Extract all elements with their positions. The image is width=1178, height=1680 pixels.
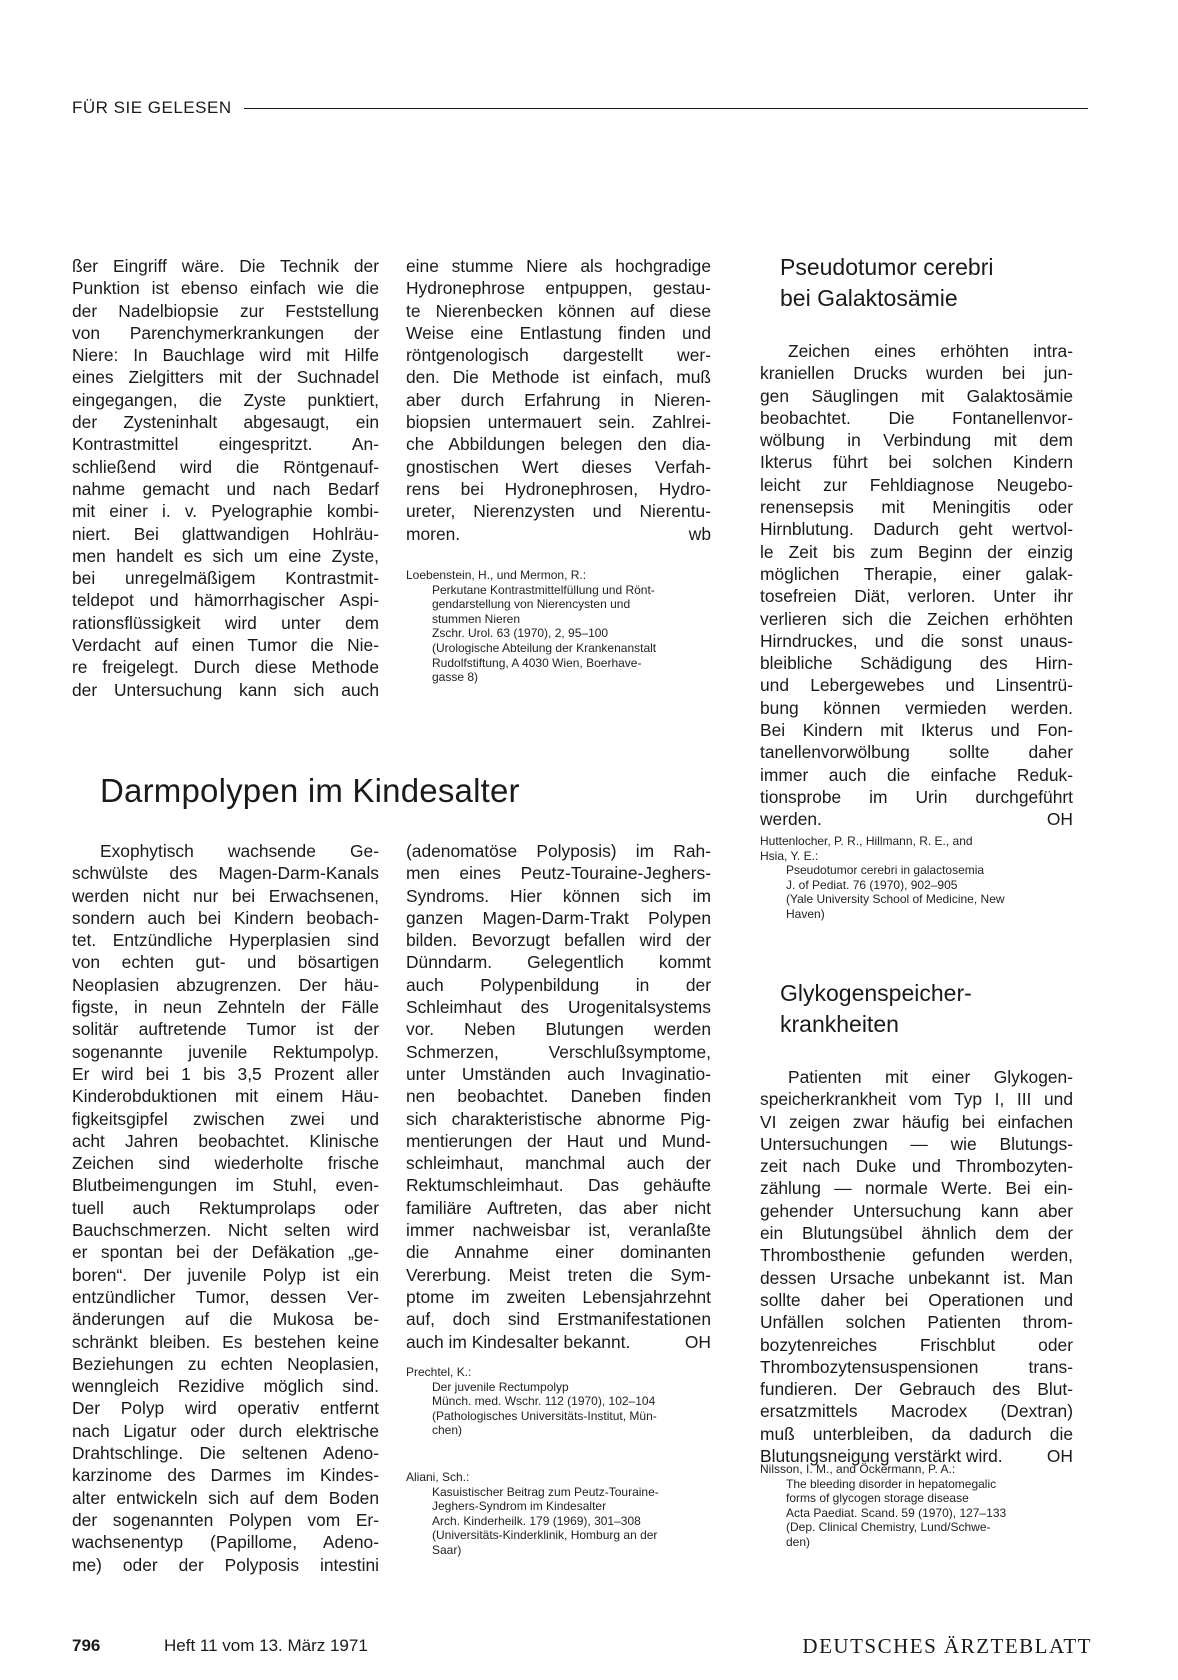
article2-column1 xyxy=(72,840,379,1576)
reference-title: Der juvenile Rectumpolyp xyxy=(432,1379,569,1394)
text-line: nahme gemacht und nach Bedarf xyxy=(72,478,379,499)
reference-institution: (Urologische Abteilung der Krankenanstalt xyxy=(432,640,657,655)
text-line: tanellenvorwölbung sollte daher xyxy=(760,742,1073,763)
article2-column2 xyxy=(406,840,711,1353)
text-line: bilden. Bevorzugt befallen wird der xyxy=(406,930,711,951)
text-line: familiäre Auftreten, das aber nicht xyxy=(406,1197,711,1218)
text-line: ganzen Magen-Darm-Trakt Polypen xyxy=(406,907,711,928)
reference-title: Kasuistischer Beitrag zum Peutz-Touraine- xyxy=(432,1484,659,1499)
text-line: schränkt bleiben. Es bestehen keine xyxy=(72,1331,379,1352)
text-line: tuell auch Rektumprolaps oder xyxy=(72,1197,379,1218)
text-line: nen beobachtet. Daneben finden xyxy=(406,1086,711,1107)
page-footer xyxy=(72,1634,1092,1660)
author-signature: OH xyxy=(1046,1446,1073,1467)
text-line: Neoplasien abzugrenzen. Der häu- xyxy=(72,974,379,995)
article3-title-line: Pseudotumor cerebri xyxy=(780,254,994,280)
text-line: tosefreien Diät, verloren. Unter ihr xyxy=(760,586,1073,607)
text-line: wenngleich Rezidive möglich sind. xyxy=(72,1376,379,1397)
reference-institution: Haven) xyxy=(786,906,825,921)
text-line: Hydronephrose entpuppen, gestau- xyxy=(406,278,711,299)
text-line: (adenomatöse Polyposis) im Rah- xyxy=(406,841,711,861)
reference-author: Aliani, Sch.: xyxy=(406,1470,470,1484)
text-line: rens bei Hydronephrosen, Hydro- xyxy=(406,478,711,499)
text-line: ein Blutungsübel ähnlich dem der xyxy=(760,1223,1073,1244)
reference-institution: (Pathologisches Universitäts-Institut, Mün- xyxy=(432,1408,657,1423)
text-line: leicht zur Fehldiagnose Neugebo- xyxy=(760,474,1073,495)
text-line: eingegangen, die Zyste punktiert, xyxy=(72,389,379,410)
text-line: und Lebergewebes und Linsentrü- xyxy=(760,675,1073,696)
text-line: re freigelegt. Durch diese Methode xyxy=(72,657,379,678)
text-line: Drahtschlinge. Die seltenen Adeno- xyxy=(72,1443,379,1464)
text-line: bozytenreiches Frischblut oder xyxy=(760,1334,1073,1355)
text-line: zeit nach Duke und Thrombozyten- xyxy=(760,1156,1073,1177)
text-line: teldepot und hämorrhagischer Aspi- xyxy=(72,590,379,611)
text-line: schwülste des Magen-Darm-Kanals xyxy=(72,863,379,884)
text-line: der Untersuchung kann sich auch xyxy=(72,679,379,700)
text-line: te Nierenbecken können auf diese xyxy=(406,300,711,321)
text-line: men eines Peutz-Touraine-Jeghers- xyxy=(406,863,711,884)
text-line: änderungen auf die Mukosa be- xyxy=(72,1309,379,1330)
text-line: sogenannte juvenile Rektumpolyp. xyxy=(72,1041,379,1062)
text-line: Hirndruckes, und die sonst unaus- xyxy=(760,630,1073,651)
reference-author: Loebenstein, H., und Mermon, R.: xyxy=(406,568,587,582)
text-line: Thrombozytensuspensionen trans- xyxy=(760,1356,1073,1377)
text-line: gen Säuglingen mit Galaktosämie xyxy=(760,385,1073,406)
text-line: Der Polyp wird operativ entfernt xyxy=(72,1398,379,1419)
text-line-signed xyxy=(406,1331,711,1353)
article1-reference xyxy=(406,568,718,685)
text-line: niert. Bei glattwandigen Hohlräu- xyxy=(72,523,379,544)
text-line: alter entwickeln sich auf dem Boden xyxy=(72,1487,379,1508)
text-line: Hirnblutung. Dadurch geht wertvol- xyxy=(760,519,1073,540)
text-line: acht Jahren beobachtet. Klinische xyxy=(72,1130,379,1151)
text-line: Unfällen solchen Patienten throm- xyxy=(760,1312,1073,1333)
text-line: wölbung in Verbindung mit dem xyxy=(760,430,1073,451)
text-line: die Annahme einer dominanten xyxy=(406,1242,711,1263)
section-header xyxy=(72,96,1088,120)
text-line: Zeichen sind wiederholte frische xyxy=(72,1153,379,1174)
journal-name: DEUTSCHES ÄRZTEBLATT xyxy=(802,1634,1092,1658)
text-line: che Abbildungen belegen den dia- xyxy=(406,434,711,455)
text-line: rationsflüssigkeit wird unter dem xyxy=(72,612,379,633)
text-line: Bei Kindern mit Ikterus und Fon- xyxy=(760,720,1073,741)
reference-institution: (Dep. Clinical Chemistry, Lund/Schwe- xyxy=(786,1520,991,1535)
text-line: mit einer i. v. Pyelographie kombi- xyxy=(72,501,379,522)
text-line: schleimhaut, manchmal auch der xyxy=(406,1153,711,1174)
text-line: von Parenchymerkrankungen der xyxy=(72,322,379,343)
text-line: boren“. Der juvenile Polyp ist ein xyxy=(72,1264,379,1285)
text-line: figkeitsgipfel zwischen zwei und xyxy=(72,1108,379,1129)
header-rule xyxy=(244,108,1088,109)
text-line: tet. Entzündliche Hyperplasien sind xyxy=(72,930,379,951)
reference-institution: (Yale University School of Medicine, New xyxy=(786,892,1005,907)
article1-column1 xyxy=(72,255,379,701)
text-line: verlieren sich die Zeichen erhöhten xyxy=(760,608,1073,629)
article3-title xyxy=(780,252,994,314)
article3-body xyxy=(760,340,1073,831)
text-line: Syndroms. Hier können sich im xyxy=(406,885,711,906)
reference-author: Prechtel, K.: xyxy=(406,1365,472,1379)
text-line: Verdacht auf einen Tumor die Nie- xyxy=(72,635,379,656)
reference-title: stummen Nieren xyxy=(432,611,521,626)
text-line: sondern auch bei Kindern beobach- xyxy=(72,907,379,928)
text-line: figste, in neun Zehnteln der Fälle xyxy=(72,997,379,1018)
text-line: schließend wird die Röntgenauf- xyxy=(72,456,379,477)
text-line: Schmerzen, Verschlußsymptome, xyxy=(406,1041,711,1062)
text-line: Punktion ist ebenso einfach wie die xyxy=(72,278,379,299)
text-line: karzinome des Darmes im Kindes- xyxy=(72,1465,379,1486)
article3-reference xyxy=(760,834,1076,922)
text-line-signed xyxy=(760,808,1073,830)
text-line: zählung — normale Werte. Bei ein- xyxy=(760,1178,1073,1199)
text-line: ßer Eingriff wäre. Die Technik der xyxy=(72,256,379,276)
text-line: den. Die Methode ist einfach, muß xyxy=(406,367,711,388)
text-line: Beziehungen zu echten Neoplasien, xyxy=(72,1353,379,1374)
text-line: gehender Untersuchung kann aber xyxy=(760,1200,1073,1221)
text-line: der Zysteninhalt abgesaugt, ein xyxy=(72,412,379,433)
text-line: eine stumme Niere als hochgradige xyxy=(406,256,711,276)
reference-citation: Acta Paediat. Scand. 59 (1970), 127–133 xyxy=(786,1505,1007,1520)
text-line: Niere: In Bauchlage wird mit Hilfe xyxy=(72,345,379,366)
reference-author: Huttenlocher, P. R., Hillmann, R. E., and xyxy=(760,834,973,848)
text-line-end: werden. xyxy=(760,809,822,830)
section-label: FÜR SIE GELESEN xyxy=(72,98,232,117)
article1-column2 xyxy=(406,255,711,545)
text-line: auf, doch sind Erstmanifestationen xyxy=(406,1309,711,1330)
text-line: wachsenentyp (Papillome, Adeno- xyxy=(72,1532,379,1553)
text-line: solitär auftretende Tumor ist der xyxy=(72,1019,379,1040)
text-line: le Zeit bis zum Beginn der einzig xyxy=(760,541,1073,562)
reference-institution: Saar) xyxy=(432,1542,462,1557)
text-line: Schleimhaut des Urogenitalsystems xyxy=(406,997,711,1018)
text-line: Patienten mit einer Glykogen- xyxy=(788,1067,1073,1087)
text-line: speicherkrankheit vom Typ I, III und xyxy=(760,1089,1073,1110)
text-line: Untersuchungen — wie Blutungs- xyxy=(760,1133,1073,1154)
reference-institution: (Universitäts-Kinderklinik, Homburg an der xyxy=(432,1528,658,1543)
text-line: nach Ligatur oder durch elektrische xyxy=(72,1420,379,1441)
reference-title: forms of glycogen storage disease xyxy=(786,1491,969,1506)
text-line: Ikterus führt bei solchen Kindern xyxy=(760,452,1073,473)
reference-citation: Zschr. Urol. 63 (1970), 2, 95–100 xyxy=(432,626,609,641)
text-line: bei unregelmäßigem Kontrastmit- xyxy=(72,568,379,589)
reference-citation: Arch. Kinderheilk. 179 (1969), 301–308 xyxy=(432,1513,641,1528)
text-line: ptome im zweiten Lebensjahrzehnt xyxy=(406,1286,711,1307)
article4-title-line: krankheiten xyxy=(780,1011,899,1037)
reference-title: Pseudotumor cerebri in galactosemia xyxy=(786,863,985,878)
text-line: ersatzmittels Macrodex (Dextran) xyxy=(760,1401,1073,1422)
text-line: biopsien untermauert sein. Zahlrei- xyxy=(406,412,711,433)
text-line: aber durch Erfahrung in Nieren- xyxy=(406,389,711,410)
text-line: Zeichen eines erhöhten intra- xyxy=(788,341,1073,361)
reference-author: Hsia, Y. E.: xyxy=(760,848,819,863)
text-line: entzündlicher Tumor, dessen Ver- xyxy=(72,1286,379,1307)
article3-title-line: bei Galaktosämie xyxy=(780,285,958,311)
text-line: der Nadelbiopsie zur Feststellung xyxy=(72,300,379,321)
text-line: immer auch die einfache Reduk- xyxy=(760,764,1073,785)
text-line: tionsprobe im Urin durchgeführt xyxy=(760,786,1073,807)
text-line: Kontrastmittel eingespritzt. An- xyxy=(72,434,379,455)
text-line: fundieren. Der Gebrauch des Blut- xyxy=(760,1379,1073,1400)
text-line: muß unterbleiben, da dadurch die xyxy=(760,1423,1073,1444)
reference-institution: gasse 8) xyxy=(432,670,479,685)
text-line: ureter, Nierenzysten und Nierentu- xyxy=(406,501,711,522)
text-line: der sogenannten Polypen vom Er- xyxy=(72,1509,379,1530)
text-line: sich charakteristische abnorme Pig- xyxy=(406,1108,711,1129)
article2-reference-2 xyxy=(406,1470,718,1558)
article4-reference xyxy=(760,1462,1076,1550)
text-line: Weise eine Entlastung finden und xyxy=(406,322,711,343)
text-line: Kinderobduktionen mit einem Häu- xyxy=(72,1086,379,1107)
article2-reference-1 xyxy=(406,1365,718,1438)
reference-institution: Rudolfstiftung, A 4030 Wien, Boerhave- xyxy=(432,655,642,670)
reference-institution: chen) xyxy=(432,1423,463,1438)
text-line: bung können vermieden werden. xyxy=(760,697,1073,718)
text-line: Rektumschleimhaut. Das gehäufte xyxy=(406,1175,711,1196)
text-line: Thrombosthenie gefunden werden, xyxy=(760,1245,1073,1266)
text-line-end: moren. xyxy=(406,523,461,544)
reference-citation: J. of Pediat. 76 (1970), 902–905 xyxy=(786,877,958,892)
text-line: renensepsis mit Meningitis oder xyxy=(760,497,1073,518)
article2-title: Darmpolypen im Kindesalter xyxy=(100,772,520,809)
text-line: men handelt es sich um eine Zyste, xyxy=(72,545,379,566)
text-line: dessen Ursache unbekannt ist. Man xyxy=(760,1267,1073,1288)
article4-body xyxy=(760,1066,1073,1467)
text-line: röntgenologisch dargestellt wer- xyxy=(406,345,711,366)
article4-title-line: Glykogenspeicher- xyxy=(780,980,972,1006)
text-line: unter Umständen auch Invaginatio- xyxy=(406,1063,711,1084)
reference-title: gendarstellung von Nierencysten und xyxy=(432,597,631,612)
reference-citation: Münch. med. Wschr. 112 (1970), 102–104 xyxy=(432,1394,656,1409)
text-line: gnostischen Wert dieses Verfah- xyxy=(406,456,711,477)
reference-title: Perkutane Kontrastmittelfüllung und Rönt- xyxy=(432,582,655,597)
text-line: beobachtet. Die Fontanellenvor- xyxy=(760,407,1073,428)
text-line: Er wird bei 1 bis 3,5 Prozent aller xyxy=(72,1063,379,1084)
text-line: Bauchschmerzen. Nicht selten wird xyxy=(72,1220,379,1241)
text-line-signed xyxy=(406,523,711,545)
issue-info: Heft 11 vom 13. März 1971 xyxy=(164,1636,368,1655)
text-line: mentierungen der Haut und Mund- xyxy=(406,1130,711,1151)
text-line-end: Blutungsneigung verstärkt wird. xyxy=(760,1446,1003,1467)
text-line: sollte daher bei Operationen und xyxy=(760,1289,1073,1310)
text-line: Exophytisch wachsende Ge- xyxy=(100,841,379,861)
author-signature: wb xyxy=(688,523,711,544)
author-signature: OH xyxy=(1046,809,1073,830)
text-line: eines Zielgitters mit der Suchnadel xyxy=(72,367,379,388)
reference-title: Jeghers-Syndrom im Kindesalter xyxy=(432,1499,607,1514)
text-line: immer nachweisbar ist, veranlaßte xyxy=(406,1220,711,1241)
reference-author: Nilsson, I. M., and Öckermann, P. A.: xyxy=(760,1462,956,1476)
text-line: Dünndarm. Gelegentlich kommt xyxy=(406,952,711,973)
text-line: bleibliche Schädigung des Hirn- xyxy=(760,653,1073,674)
text-line: kraniellen Drucks wurden bei jun- xyxy=(760,363,1073,384)
text-line: VI zeigen zwar häufig bei einfachen xyxy=(760,1111,1073,1132)
article4-title xyxy=(780,978,972,1040)
text-line: auch Polypenbildung in der xyxy=(406,974,711,995)
text-line: er spontan bei der Defäkation „ge- xyxy=(72,1242,379,1263)
text-line: me) oder der Polyposis intestini xyxy=(72,1554,379,1575)
text-line-end: auch im Kindesalter bekannt. xyxy=(406,1331,631,1352)
reference-institution: den) xyxy=(786,1534,811,1549)
reference-title: The bleeding disorder in hepatomegalic xyxy=(786,1476,997,1491)
author-signature: OH xyxy=(684,1331,711,1352)
text-line: vor. Neben Blutungen werden xyxy=(406,1019,711,1040)
text-line: Blutbeimengungen im Stuhl, even- xyxy=(72,1175,379,1196)
page-number: 796 xyxy=(72,1636,101,1655)
text-line: Vererbung. Meist treten die Sym- xyxy=(406,1264,711,1285)
text-line: möglichen Therapie, einer galak- xyxy=(760,563,1073,584)
text-line: werden nicht nur bei Erwachsenen, xyxy=(72,885,379,906)
text-line: von echten gut- und bösartigen xyxy=(72,952,379,973)
